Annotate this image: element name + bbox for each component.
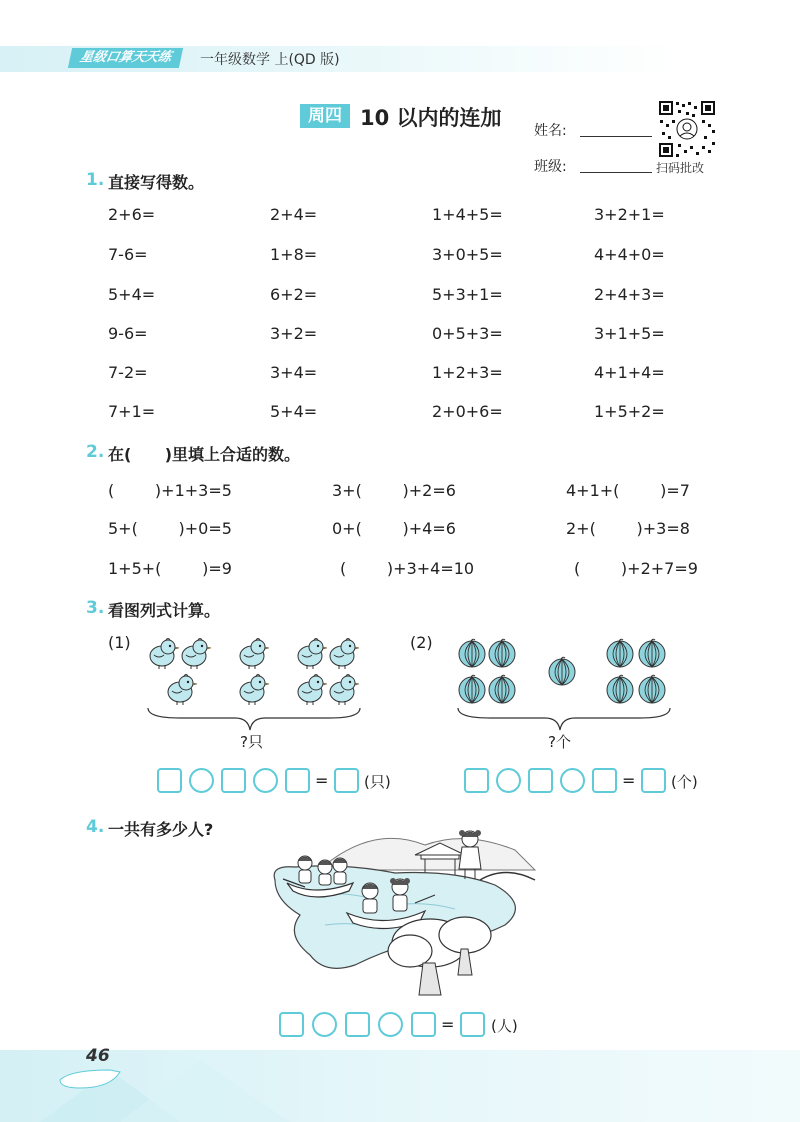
fill-blank-expression[interactable]: 1+5+( )=9 xyxy=(108,559,232,578)
answer-box[interactable] xyxy=(411,1012,436,1037)
expression: 4+4+0= xyxy=(594,245,665,264)
expression: 4+1+4= xyxy=(594,363,665,382)
fill-blank-expression[interactable]: 3+( )+2=6 xyxy=(332,481,456,500)
page-number: 46 xyxy=(86,1046,110,1066)
section2-title: 在( )里填上合适的数。 xyxy=(108,445,301,464)
answer-box[interactable] xyxy=(279,1012,304,1037)
name-label: 姓名: xyxy=(534,123,567,139)
park-scene-illustration xyxy=(265,825,545,1000)
expression: 5+4= xyxy=(270,402,318,421)
expression: 0+5+3= xyxy=(432,324,503,343)
answer-box[interactable] xyxy=(157,768,182,793)
expression: 1+8= xyxy=(270,245,318,264)
expression: 1+2+3= xyxy=(432,363,503,382)
fill-blank-expression[interactable]: 5+( )+0=5 xyxy=(108,519,232,538)
fill-blank-expression[interactable]: 0+( )+4=6 xyxy=(332,519,456,538)
expression: 6+2= xyxy=(270,285,318,304)
answer-box[interactable] xyxy=(528,768,553,793)
expression: 2+4+3= xyxy=(594,285,665,304)
expression: 1+5+2= xyxy=(594,402,665,421)
watermelons-illustration xyxy=(450,630,680,740)
expression: 3+2+1= xyxy=(594,205,665,224)
answer-box[interactable] xyxy=(464,768,489,793)
expression: 7-6= xyxy=(108,245,148,264)
expression: 3+2= xyxy=(270,324,318,343)
name-field[interactable] xyxy=(580,136,652,137)
qr-caption: 扫码批改 xyxy=(656,161,705,175)
section1-title: 直接写得数。 xyxy=(108,173,205,192)
unit-label: (只) xyxy=(364,773,391,791)
expression: 5+4= xyxy=(108,285,156,304)
answer-box[interactable] xyxy=(345,1012,370,1037)
section3-title: 看图列式计算。 xyxy=(108,601,221,620)
operator-circle[interactable] xyxy=(560,768,585,793)
result-box[interactable] xyxy=(641,768,666,793)
equals-sign: = xyxy=(622,771,636,790)
fill-blank-expression[interactable]: ( )+1+3=5 xyxy=(108,481,232,500)
operator-circle[interactable] xyxy=(496,768,521,793)
operator-circle[interactable] xyxy=(253,768,278,793)
fill-blank-expression[interactable]: 2+( )+3=8 xyxy=(566,519,690,538)
expression: 7+1= xyxy=(108,402,156,421)
section4-number: 4. xyxy=(86,817,105,837)
answer-box[interactable] xyxy=(592,768,617,793)
expression: 5+3+1= xyxy=(432,285,503,304)
fill-blank-expression[interactable]: ( )+2+7=9 xyxy=(574,559,698,578)
expression: 2+0+6= xyxy=(432,402,503,421)
chicks-illustration xyxy=(140,630,370,740)
expression: 3+0+5= xyxy=(432,245,503,264)
part1-question: ?只 xyxy=(240,733,263,751)
equals-sign: = xyxy=(441,1015,455,1034)
section2-number: 2. xyxy=(86,442,105,462)
operator-circle[interactable] xyxy=(312,1012,337,1037)
part2-question: ?个 xyxy=(548,733,571,751)
answer-box[interactable] xyxy=(285,768,310,793)
expression: 3+1+5= xyxy=(594,324,665,343)
expression: 9-6= xyxy=(108,324,148,343)
section4-title: 一共有多少人? xyxy=(108,820,214,839)
day-badge: 周四 xyxy=(300,104,350,128)
operator-circle[interactable] xyxy=(189,768,214,793)
part1-label: (1) xyxy=(108,633,131,652)
section3-number: 3. xyxy=(86,598,105,618)
result-box[interactable] xyxy=(460,1012,485,1037)
book-title: 一年级数学 上(QD 版) xyxy=(200,52,340,68)
section1-number: 1. xyxy=(86,170,105,190)
series-badge: 星级口算天天练 xyxy=(68,48,183,68)
class-field[interactable] xyxy=(580,172,652,173)
fill-blank-expression[interactable]: 4+1+( )=7 xyxy=(566,481,690,500)
unit-label: (人) xyxy=(491,1017,518,1035)
brace-icon xyxy=(458,708,670,730)
answer-box[interactable] xyxy=(221,768,246,793)
operator-circle[interactable] xyxy=(378,1012,403,1037)
expression: 1+4+5= xyxy=(432,205,503,224)
lesson-title: 10 以内的连加 xyxy=(360,106,502,130)
expression: 2+6= xyxy=(108,205,156,224)
class-label: 班级: xyxy=(534,159,567,175)
brace-icon xyxy=(148,708,360,730)
fill-blank-expression[interactable]: ( )+3+4=10 xyxy=(340,559,475,578)
equals-sign: = xyxy=(315,771,329,790)
result-box[interactable] xyxy=(334,768,359,793)
expression: 7-2= xyxy=(108,363,148,382)
part2-label: (2) xyxy=(410,633,433,652)
qr-code-icon[interactable] xyxy=(658,100,716,158)
footer-decoration xyxy=(0,1040,800,1122)
expression: 2+4= xyxy=(270,205,318,224)
unit-label: (个) xyxy=(671,773,698,791)
expression: 3+4= xyxy=(270,363,318,382)
